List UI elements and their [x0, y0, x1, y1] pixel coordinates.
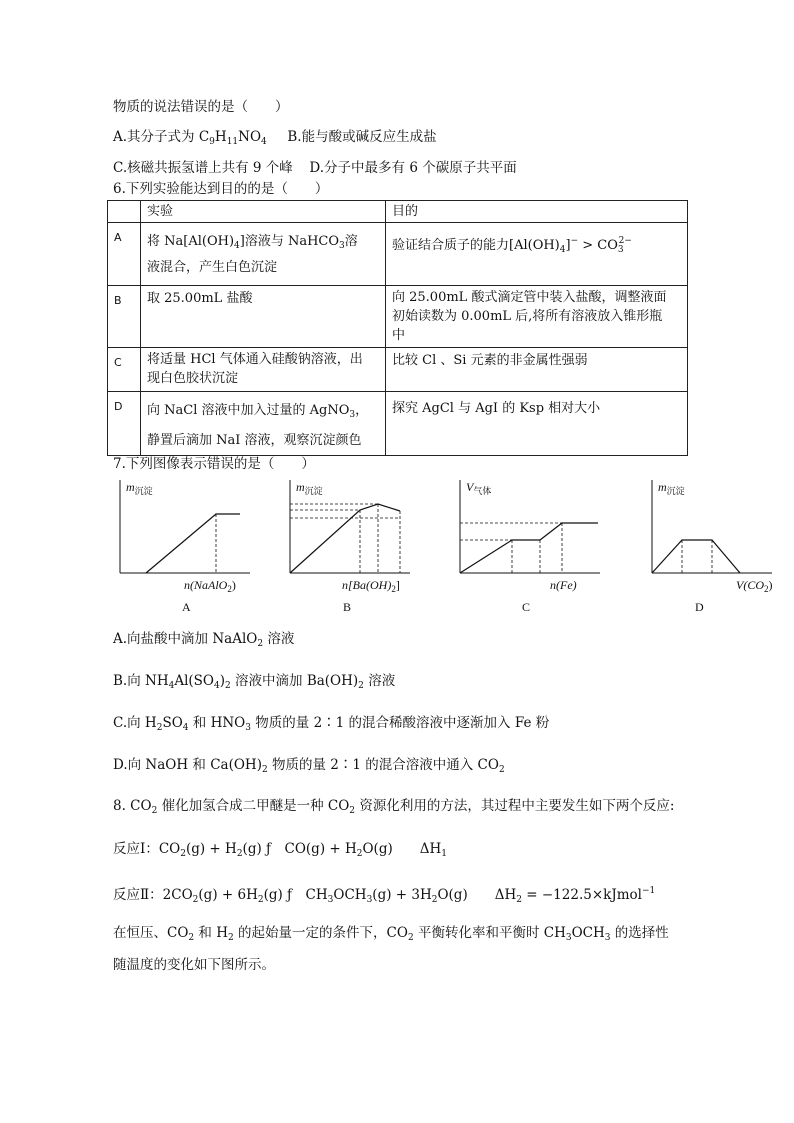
text: 将 Na[Al(OH) [147, 234, 235, 249]
text: SO [162, 715, 183, 731]
text: 物质的量 2∶1 的混合稀酸溶液中逐渐加入 Fe 粉 [251, 715, 550, 731]
subscript: 4 [559, 245, 566, 255]
subscript: 2 [516, 895, 522, 905]
text: OCH [333, 887, 367, 903]
x-axis-label: n(Fe) [550, 578, 577, 592]
subscript: 11 [226, 137, 239, 147]
table-row [108, 223, 688, 286]
q7-option-d [113, 756, 505, 779]
text: 资源化利用的方法，其过程中主要发生如下两个反应: [355, 798, 675, 814]
experiment-cell [141, 223, 386, 286]
aim-cell: 比较 Cl 、Si 元素的非金属性强弱 [386, 348, 688, 392]
subscript: 4 [168, 681, 175, 691]
experiment-line [147, 398, 379, 428]
q7-option-b [113, 672, 395, 695]
text: Al(SO [174, 673, 214, 689]
aim-cell [386, 286, 688, 348]
q5-options-ab [113, 128, 437, 151]
subscript: 4 [261, 137, 267, 147]
superscript: − [570, 236, 579, 246]
experiment-line: 静置后滴加 NaI 溶液，观察沉淀颜色 [147, 433, 362, 448]
text: 在恒压、CO [113, 925, 189, 941]
aim-cell: 探究 AgCl 与 AgI 的 Ksp 相对大小 [386, 392, 688, 456]
q6-stem: 6.下列实验能达到目的的是（ ） [113, 181, 329, 197]
text: 溶 [344, 234, 358, 249]
subscript: 3 [339, 241, 345, 251]
y-axis-label: $V_{气体}$ [466, 480, 492, 496]
subscript: 4 [182, 723, 189, 733]
text: 物质的量 2∶1 的混合溶液中通入 CO [267, 757, 499, 773]
graph-letter: C [522, 600, 531, 614]
subscript: 3 [349, 410, 356, 420]
text: 向 NaCl 溶液中加入过量的 AgNO [147, 403, 350, 418]
graph-c [458, 478, 608, 614]
graph-letter: A [182, 600, 191, 614]
subscript: 2 [407, 933, 414, 943]
table-row [108, 348, 688, 392]
subscript: 2 [356, 849, 363, 859]
subscript: 1 [441, 849, 447, 859]
text: (g) + H [185, 841, 237, 857]
header-cell: 实验 [141, 201, 386, 223]
text: (g) ƒ CO(g) + H [242, 841, 357, 857]
subscript: 3 [617, 245, 624, 255]
text: (g) + 6H [198, 887, 258, 903]
x-axis-label: n(NaAlO$_2$) [184, 578, 236, 594]
subscript: 3 [604, 933, 611, 943]
subscript: 2 [257, 639, 264, 649]
graph-a [118, 478, 258, 614]
q8-paragraph-line2: 随温度的变化如下图所示。 [113, 957, 275, 973]
q5-option-d: D.分子中最多有 6 个碳原子共平面 [309, 160, 517, 176]
text: 反应Ⅱ：2CO [113, 887, 193, 903]
subscript: 3 [366, 895, 373, 905]
text: 验证结合质子的能力[Al(OH) [392, 238, 560, 253]
aim-cell [386, 223, 688, 286]
row-id: B [108, 286, 141, 348]
text: 反应Ⅰ：CO [113, 841, 181, 857]
subscript: 2 [257, 895, 264, 905]
subscript: 2 [261, 765, 268, 775]
aim-line: 向 25.00mL 酸式滴定管中装入盐酸，调整液面 [392, 290, 667, 305]
subscript: 9 [209, 137, 215, 147]
formula-part: NO [238, 129, 262, 145]
q8-paragraph-line1 [113, 924, 669, 947]
text: 和 H [194, 925, 228, 941]
header-cell: 目的 [386, 201, 688, 223]
subscript: 3 [565, 933, 572, 943]
curve [290, 504, 400, 573]
experiment-line: 将适量 HCl 气体通入硅酸钠溶液，出 [147, 352, 363, 367]
subscript: 2 [236, 849, 243, 859]
text: 催化加氢合成二甲醚是一种 CO [157, 798, 350, 814]
text: 平衡转化率和平衡时 CH [413, 925, 566, 941]
q5-option-c: C.核磁共振氢谱上共有 9 个峰 [113, 160, 293, 176]
aim-line: 初始读数为 0.00mL 后,将所有溶液放入锥形瓶 [392, 309, 663, 324]
x-axis-label: $V(CO_2)$ [736, 578, 773, 594]
text: A.向盐酸中滴加 NaAlO [113, 631, 258, 647]
text: D.向 NaOH 和 Ca(OH) [113, 757, 262, 773]
q5-option-a: A.其分子式为 C [113, 129, 210, 145]
table-row [108, 392, 688, 456]
text: ， [355, 403, 369, 418]
q6-table [107, 200, 688, 456]
x-axis-label: $n[Ba(OH)_2]$ [342, 578, 400, 594]
row-id: D [108, 392, 141, 456]
text: ] [565, 238, 571, 253]
q7-option-c [113, 714, 549, 737]
experiment-cell [141, 348, 386, 392]
row-id: C [108, 348, 141, 392]
superscript: −1 [641, 886, 656, 896]
subscript: 2 [151, 806, 158, 816]
curve [460, 523, 598, 573]
subscript: 3 [327, 895, 334, 905]
text: 溶液 [363, 673, 396, 689]
experiment-cell: 取 25.00mL 盐酸 [141, 286, 386, 348]
text: > CO [578, 238, 618, 253]
subscript: 2 [358, 681, 364, 691]
text: C.向 H [113, 715, 157, 731]
experiment-cell [141, 392, 386, 456]
experiment-line [147, 231, 379, 257]
q7-stem: 7.下列图像表示错误的是（ ） [113, 456, 315, 472]
q8-stem [113, 797, 674, 820]
subscript: 2 [498, 765, 505, 775]
subscript: 2 [156, 723, 163, 733]
table-row [108, 286, 688, 348]
q8-reaction-1 [113, 840, 447, 863]
text: (g) + 3H [372, 887, 432, 903]
experiment-line: 液混合，产生白色沉淀 [147, 260, 278, 275]
experiment-line: 现白色胶状沉淀 [147, 371, 239, 386]
y-axis-label: $m_{沉淀}$ [126, 480, 153, 496]
text: (g) ƒ CH [263, 887, 328, 903]
text: OCH [571, 925, 605, 941]
q5-options-cd [113, 159, 517, 177]
curve [652, 540, 740, 573]
formula-part: H [214, 129, 227, 145]
aim-line: 中 [392, 328, 406, 343]
subscript: 2 [349, 806, 356, 816]
text: 8. CO [113, 798, 152, 814]
subscript: 3 [245, 723, 251, 733]
y-axis-label: $m_{沉淀}$ [296, 480, 323, 496]
graph-letter: B [343, 600, 352, 614]
text: = −122.5×kJmol [521, 887, 642, 903]
text: 溶液中滴加 Ba(OH) [230, 673, 359, 689]
header-cell [108, 201, 141, 223]
text: 溶液 [263, 631, 295, 647]
row-id: A [108, 223, 141, 286]
subscript: 4 [234, 241, 240, 251]
subscript: 2 [192, 895, 199, 905]
q5-stem-tail: 物质的说法错误的是（ ） [113, 99, 289, 115]
subscript: 4 [213, 681, 220, 691]
q7-option-a [113, 630, 294, 653]
text: O(g) ΔH [437, 887, 517, 903]
text: B.向 NH [113, 673, 169, 689]
subscript: 2 [188, 933, 195, 943]
q8-reaction-2 [113, 882, 655, 909]
text: 和 HNO [188, 715, 246, 731]
text: 的起始量一定的条件下，CO [233, 925, 408, 941]
text: 的选择性 [610, 925, 669, 941]
text: ]溶液与 NaHCO [239, 234, 340, 249]
text: ) [219, 673, 225, 689]
curve [146, 514, 240, 573]
subscript: 2 [228, 933, 234, 943]
text: O(g) ΔH [362, 841, 442, 857]
graph-d [650, 478, 780, 614]
y-axis-label: $m_{沉淀}$ [658, 480, 685, 496]
table-header-row [108, 201, 688, 223]
subscript: 2 [180, 849, 186, 859]
subscript: 2 [225, 681, 231, 691]
graph-letter: D [695, 600, 704, 614]
subscript: 2 [431, 895, 438, 905]
graph-b [288, 478, 418, 614]
superscript: 2− [618, 236, 632, 246]
q5-option-b: B.能与酸或碱反应生成盐 [287, 129, 437, 145]
